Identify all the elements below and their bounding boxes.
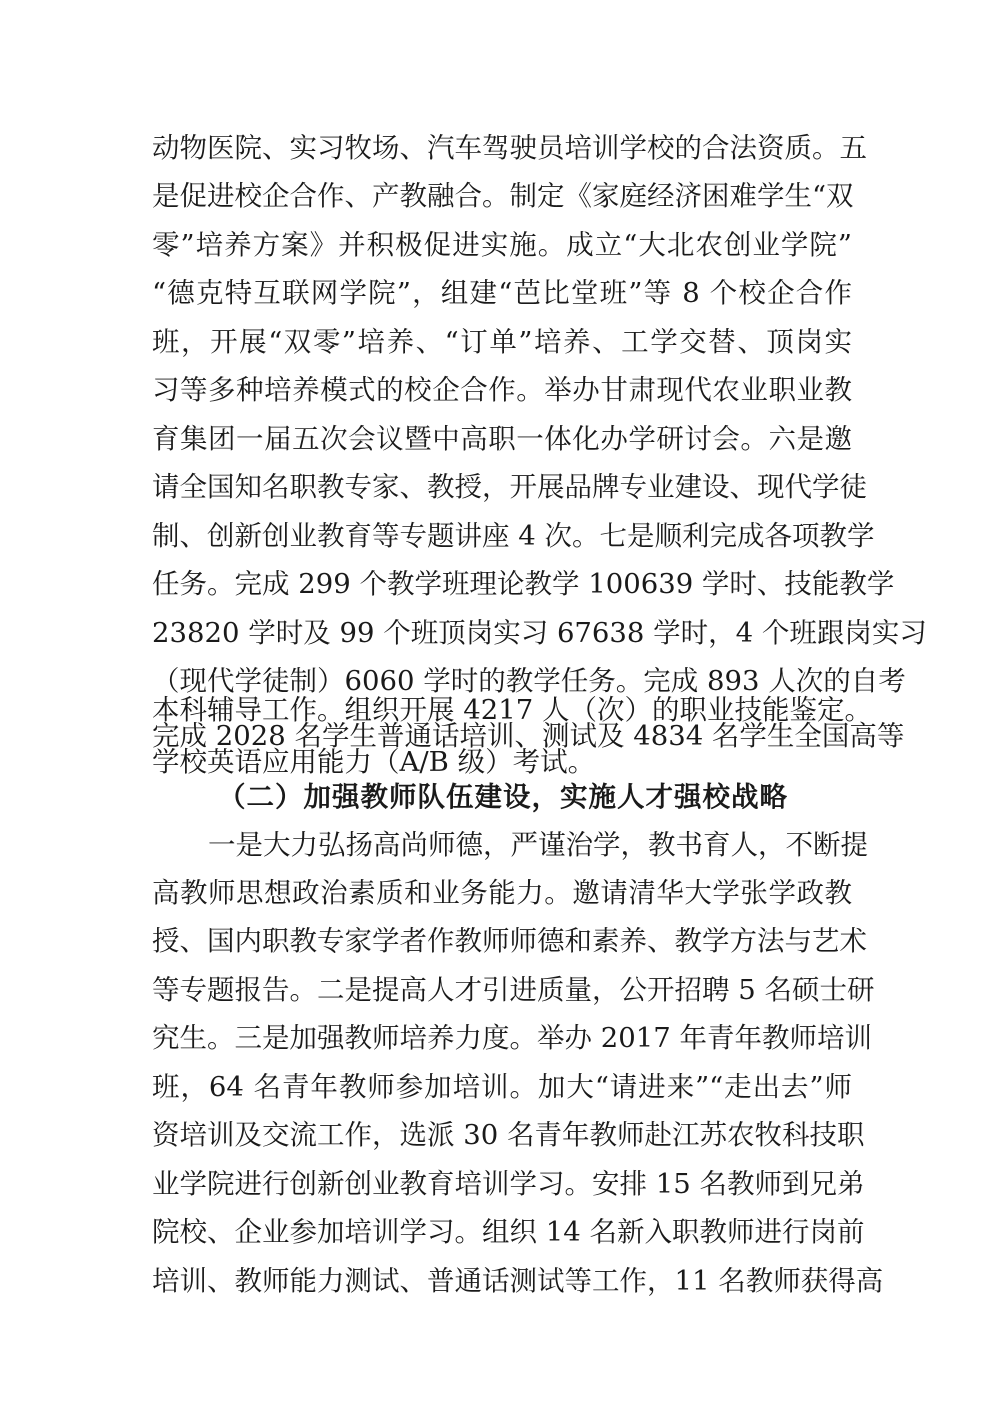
paragraph-line: （现代学徒制）6060 学时的教学任务。完成 893 人次的自考 — [152, 665, 906, 697]
paragraph-line: 培训、教师能力测试、普通话测试等工作，11 名教师获得高 — [152, 1265, 884, 1297]
paragraph-line: 业学院进行创新创业教育培训学习。安排 15 名教师到兄弟 — [152, 1168, 865, 1200]
paragraph-line: 班，64 名青年教师参加培训。加大“请进来”“走出去”师 — [152, 1071, 852, 1103]
paragraph-line: 零”培养方案》并积极促进实施。成立“大北农创业学院” — [152, 229, 852, 261]
paragraph-line: 请全国知名职教专家、教授，开展品牌专业建设、现代学徒 — [152, 471, 867, 503]
paragraph-line: 究生。三是加强教师培养力度。举办 2017 年青年教师培训 — [152, 1022, 872, 1054]
paragraph-line: 育集团一届五次会议暨中高职一体化办学研讨会。六是邀 — [152, 423, 852, 455]
paragraph-line: 高教师思想政治素质和业务能力。邀请清华大学张学政教 — [152, 877, 852, 909]
paragraph-line: 本科辅导工作。组织开展 4217 人（次）的职业技能鉴定。 — [152, 694, 872, 726]
paragraph-line: 是促进校企合作、产教融合。制定《家庭经济困难学生“双 — [152, 180, 854, 212]
paragraph-line: 学校英语应用能力（A/B 级）考试。 — [152, 746, 596, 778]
paragraph-line: 习等多种培养模式的校企合作。举办甘肃现代农业职业教 — [152, 374, 852, 406]
paragraph-line: 班，开展“双零”培养、“订单”培养、工学交替、顶岗实 — [152, 326, 852, 358]
paragraph-line: 院校、企业参加培训学习。组织 14 名新入职教师进行岗前 — [152, 1216, 865, 1248]
paragraph-line: 23820 学时及 99 个班顶岗实习 67638 学时，4 个班跟岗实习 — [152, 617, 927, 649]
section-heading: （二）加强教师队伍建设，实施人才强校战略 — [218, 781, 788, 813]
paragraph-line: 制、创新创业教育等专题讲座 4 次。七是顺利完成各项教学 — [152, 520, 875, 552]
paragraph-line: 完成 2028 名学生普通话培训、测试及 4834 名学生全国高等 — [152, 720, 905, 752]
paragraph-line: 动物医院、实习牧场、汽车驾驶员培训学校的合法资质。五 — [152, 132, 867, 164]
paragraph-line: 资培训及交流工作，选派 30 名青年教师赴江苏农牧科技职 — [152, 1119, 865, 1151]
paragraph-line: 等专题报告。二是提高人才引进质量，公开招聘 5 名硕士研 — [152, 974, 875, 1006]
paragraph-line: 一是大力弘扬高尚师德，严谨治学，教书育人，不断提 — [208, 829, 868, 861]
paragraph-line: 任务。完成 299 个教学班理论教学 100639 学时、技能教学 — [152, 568, 895, 600]
paragraph-line: 授、国内职教专家学者作教师师德和素养、教学方法与艺术 — [152, 925, 867, 957]
paragraph-line: “德克特互联网学院”，组建“芭比堂班”等 8 个校企合作 — [152, 277, 852, 309]
